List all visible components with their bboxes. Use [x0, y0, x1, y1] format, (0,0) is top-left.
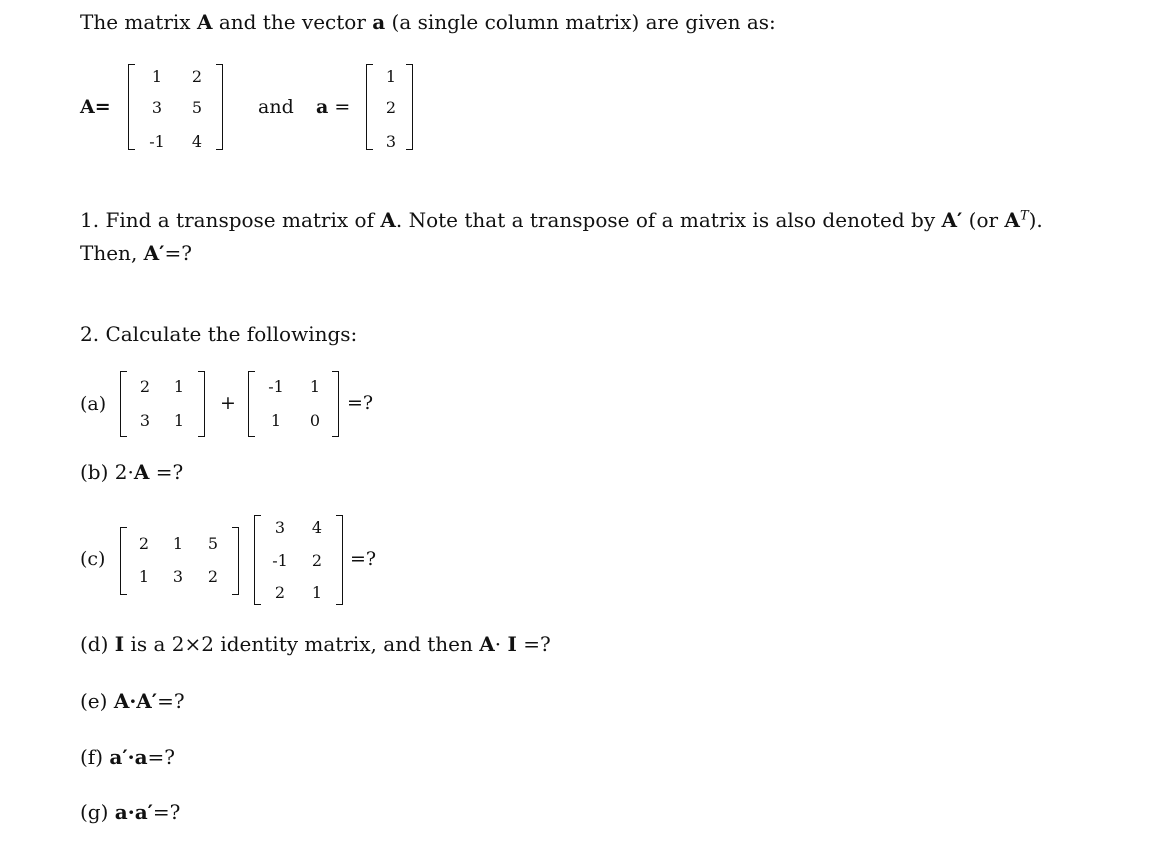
- matrix-cell: -1: [268, 377, 284, 396]
- dot-operator: ·: [494, 632, 508, 656]
- q2e: [80, 689, 185, 713]
- matrix-cell: 3: [274, 518, 286, 537]
- matrix-cell: 3: [139, 411, 151, 430]
- matrix-cell: 5: [207, 534, 219, 553]
- vector-cell: 3: [385, 132, 397, 151]
- matrix-A-symbol: A: [196, 10, 213, 34]
- matrix-A-symbol: A: [479, 632, 495, 656]
- q2e-label: (e): [80, 689, 114, 713]
- q2d-text: is a 2×2 identity matrix, and then: [124, 632, 480, 656]
- q2g-label: (g): [80, 800, 115, 824]
- a-symbol: a: [316, 96, 329, 118]
- vector-cell: 2: [385, 98, 397, 117]
- left-bracket: [120, 527, 127, 595]
- matrix-cell: 1: [151, 67, 163, 86]
- matrix-cell: 4: [191, 132, 203, 151]
- matrix-cell: 2: [311, 551, 323, 570]
- right-bracket: [332, 371, 339, 437]
- q1-close: ).: [1028, 208, 1043, 232]
- A-prime-symbol: A′: [941, 208, 963, 232]
- matrix-cell: 2: [191, 67, 203, 86]
- transpose-superscript: T: [1019, 208, 1029, 224]
- matrix-cell: 1: [173, 377, 185, 396]
- right-bracket: [406, 64, 413, 150]
- matrix-A-symbol: A: [380, 208, 396, 232]
- right-bracket: [198, 371, 205, 437]
- q2d-label: (d): [80, 632, 115, 656]
- q2b: [80, 460, 183, 484]
- intro-text: [80, 10, 776, 34]
- matrix-cell: 2: [138, 534, 150, 553]
- q2f-label: (f): [80, 745, 110, 769]
- right-bracket: [232, 527, 239, 595]
- intro-part3: (a single column matrix) are given as:: [385, 10, 776, 34]
- q2-heading: 2. Calculate the followings:: [80, 322, 358, 346]
- q1-line2: [80, 241, 192, 265]
- matrix-cell: 1: [173, 411, 185, 430]
- q1-text-a: 1. Find a transpose matrix of: [80, 208, 381, 232]
- identity-symbol: I: [507, 632, 517, 656]
- q2a-label: (a): [80, 393, 107, 415]
- matrix-cell: 3: [172, 567, 184, 586]
- matrix-cell: 2: [274, 583, 286, 602]
- q2f-result: =?: [147, 745, 176, 769]
- q2d: [80, 632, 551, 656]
- q1-question: =?: [164, 241, 192, 265]
- matrix-cell: 1: [309, 377, 321, 396]
- q2c-result: =?: [350, 548, 377, 570]
- left-bracket: [254, 515, 261, 605]
- q2f: [80, 745, 175, 769]
- matrix-cell: 1: [172, 534, 184, 553]
- left-bracket: [248, 371, 255, 437]
- matrix-cell: 4: [311, 518, 323, 537]
- vector-cell: 1: [385, 67, 397, 86]
- matrix-cell: 2: [207, 567, 219, 586]
- q2g: [80, 800, 180, 824]
- left-bracket: [120, 371, 127, 437]
- right-bracket: [336, 515, 343, 605]
- q2g-expression: a·a′: [114, 800, 153, 824]
- q1-text-b: . Note that a transpose of a matrix is also denoted by: [395, 208, 942, 232]
- matrix-cell: 1: [270, 411, 282, 430]
- matrix-cell: 0: [309, 411, 321, 430]
- matrix-cell: 5: [191, 98, 203, 117]
- vector-a-symbol: a: [372, 10, 386, 34]
- matrix-cell: 1: [311, 583, 323, 602]
- right-bracket: [216, 64, 223, 150]
- q2g-result: =?: [152, 800, 181, 824]
- intro-part2: and the vector: [212, 10, 373, 34]
- plus-sign: +: [220, 392, 236, 414]
- left-bracket: [366, 64, 373, 150]
- A-prime-symbol: A′: [143, 241, 165, 265]
- matrix-cell: -1: [272, 551, 288, 570]
- matrix-cell: 2: [139, 377, 151, 396]
- q2b-label: (b) 2·: [80, 460, 134, 484]
- q2e-expression: A·A′: [113, 689, 158, 713]
- q2e-result: =?: [157, 689, 185, 713]
- q1-then: Then,: [80, 241, 144, 265]
- A-label: A=: [80, 96, 111, 118]
- q2b-result: =?: [149, 460, 184, 484]
- q2f-expression: a′·a: [109, 745, 148, 769]
- q2d-result: =?: [516, 632, 551, 656]
- matrix-cell: -1: [149, 132, 165, 151]
- A-symbol: A: [1004, 208, 1020, 232]
- equals-sign: =: [334, 96, 351, 118]
- matrix-cell: 1: [138, 567, 150, 586]
- q1-or: (or: [962, 208, 1005, 232]
- a-label: [316, 96, 350, 118]
- matrix-cell: 3: [151, 98, 163, 117]
- identity-symbol: I: [114, 632, 125, 656]
- q2a-result: =?: [347, 392, 374, 414]
- q1-line1: [80, 208, 1043, 232]
- matrix-A-symbol: A: [133, 460, 150, 484]
- intro-part1: The matrix: [80, 10, 197, 34]
- and-text: and: [258, 96, 294, 118]
- q2c-label: (c): [80, 548, 106, 570]
- left-bracket: [128, 64, 135, 150]
